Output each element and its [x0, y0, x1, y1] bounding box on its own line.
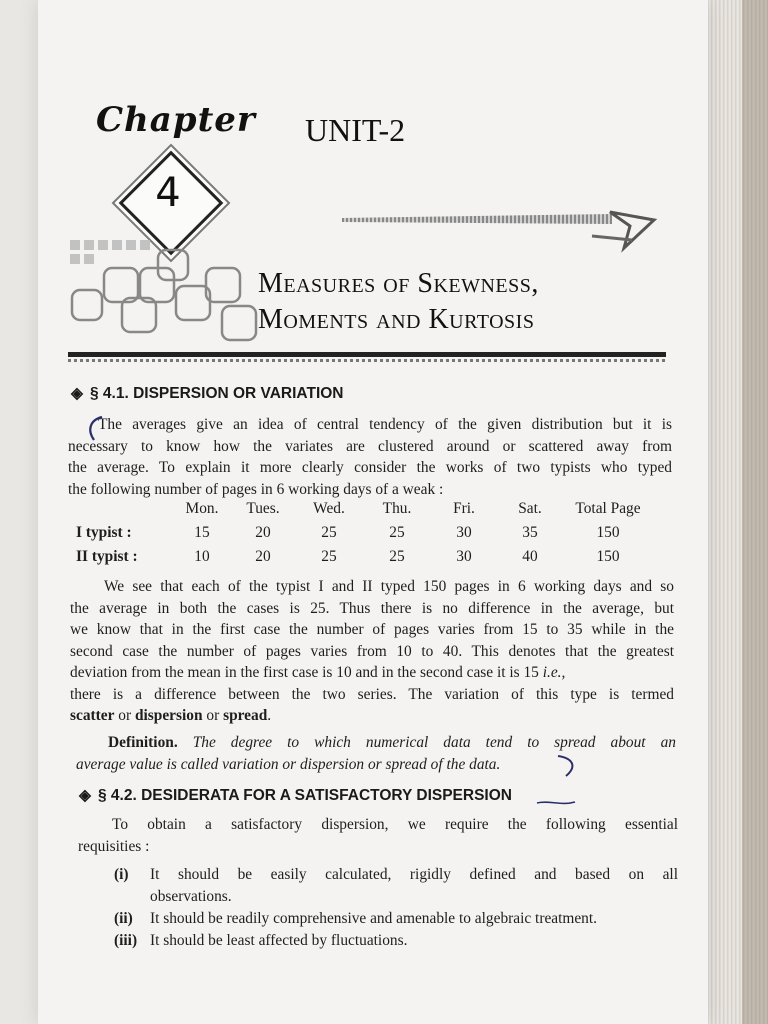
text-line: observations. [150, 888, 232, 905]
table-header: Thu. [382, 500, 412, 517]
text-line: the following number of pages in 6 working days of a weak : [68, 480, 444, 498]
text-line [76, 732, 676, 754]
table-header: Fri. [453, 500, 475, 517]
table-cell: 30 [456, 548, 472, 565]
list-marker: (iii) [114, 932, 138, 949]
row-label: I typist : [76, 524, 132, 541]
pen-underline-mark [535, 798, 577, 808]
section-heading-4-1 [70, 384, 344, 403]
table-cell: 25 [389, 524, 405, 541]
ie-abbrev: i.e., [542, 664, 566, 681]
table-cell: 40 [522, 548, 538, 565]
table-header [76, 497, 172, 521]
pen-bracket-mark-end [556, 752, 584, 782]
list-marker: (i) [114, 866, 129, 883]
section-heading-text: § 4.2. DESIDERATA FOR A SATISFACTORY DISPERSION [98, 787, 512, 804]
text-line [70, 662, 674, 684]
row-label: II typist : [76, 548, 138, 565]
text-line: requisities : [78, 838, 150, 855]
table-header: Tues. [246, 500, 280, 517]
table-header: Mon. [185, 500, 219, 517]
chapter-number-badge [120, 152, 216, 248]
list-item [78, 864, 678, 908]
chapter-title [258, 266, 678, 338]
term-spread: spread [223, 707, 268, 724]
table-header: Total Page [575, 500, 641, 517]
definition-block [76, 732, 676, 775]
chapter-label: Chapter [96, 100, 256, 140]
typist-table [76, 497, 654, 569]
text-line: It should be easily calculated, rigidly defined and based on all [150, 866, 678, 883]
decorative-squares [66, 236, 266, 346]
text-line: necessary to know how the variates are clustered around or scattered away from [68, 437, 672, 455]
section-heading-4-2 [78, 786, 512, 805]
text-segment: deviation from the mean in the first case is 10 and in the second case it is 15 [70, 664, 543, 681]
text-segment: . [267, 707, 272, 724]
decorative-arrow [342, 210, 658, 258]
table-row [76, 521, 654, 545]
table-cell: 20 [255, 548, 271, 565]
text-line: It should be least affected by fluctuations. [150, 932, 408, 949]
table-cell: 10 [194, 548, 210, 565]
table-cell: 35 [522, 524, 538, 541]
table-row [76, 545, 654, 569]
chapter-title-line1: Measures of Skewness, [258, 268, 539, 299]
table-cell: 150 [596, 548, 620, 565]
text-segment: or [114, 707, 135, 724]
unit-title: UNIT-2 [305, 112, 406, 148]
diamond-bullet-icon: ◈ [71, 385, 83, 402]
chapter-title-line2: Moments and Kurtosis [258, 304, 535, 335]
table-cell: 25 [321, 548, 337, 565]
table-cell: 30 [456, 524, 472, 541]
text-line: It should be readily comprehensive and amenable to algebraic treatment. [150, 910, 598, 927]
list-item [78, 930, 678, 952]
text-line [70, 705, 674, 727]
list-marker: (ii) [114, 910, 133, 927]
title-rule [68, 352, 666, 357]
text-line: there is a difference between the two series. The variation of this type is termed [70, 685, 674, 703]
paragraph-explanation [70, 576, 674, 727]
table-cell: 20 [255, 524, 271, 541]
text-line: The averages give an idea of central tendency of the given distribution but it is [98, 416, 672, 433]
table-header: Sat. [518, 500, 542, 517]
text-line: the average in both the cases is 25. Thus there is no difference in the average, but [70, 599, 674, 617]
table-cell: 25 [389, 548, 405, 565]
pen-bracket-mark [84, 414, 106, 444]
definition-text: The degree to which numerical data tend to spread about an [177, 734, 676, 751]
text-line: second case the number of pages varies from 10 to 40. This denotes that the greatest [70, 642, 674, 660]
text-segment: or [202, 707, 224, 724]
title-rule-dotted [68, 359, 666, 362]
term-scatter: scatter [70, 707, 115, 724]
text-line: the average. To explain it more clearly consider the works of two typists who typed [68, 459, 672, 476]
definition-label: Definition. [108, 734, 178, 751]
text-line: average value is called variation or dispersion or spread of the data. [76, 755, 501, 773]
table-cell: 15 [194, 524, 210, 541]
text-line: To obtain a satisfactory dispersion, we require the following essential [112, 816, 678, 833]
text-line: We see that each of the typist I and II typed 150 pages in 6 working days and so [104, 578, 674, 595]
book-spine-shadow [742, 0, 768, 1024]
term-dispersion: dispersion [134, 707, 203, 724]
paragraph-intro [68, 414, 672, 500]
diamond-bullet-icon: ◈ [79, 787, 91, 804]
table-header: Wed. [313, 500, 345, 517]
list-item [78, 908, 678, 930]
table-header-row [76, 497, 654, 521]
requisites-list [78, 814, 678, 952]
text-line: we know that in the first case the number of pages varies from 15 to 35 while in the [70, 621, 674, 638]
table-cell: 25 [321, 524, 337, 541]
table-cell: 150 [596, 524, 620, 541]
section-heading-text: § 4.1. DISPERSION OR VARIATION [90, 385, 344, 402]
chapter-number: 4 [155, 170, 181, 216]
